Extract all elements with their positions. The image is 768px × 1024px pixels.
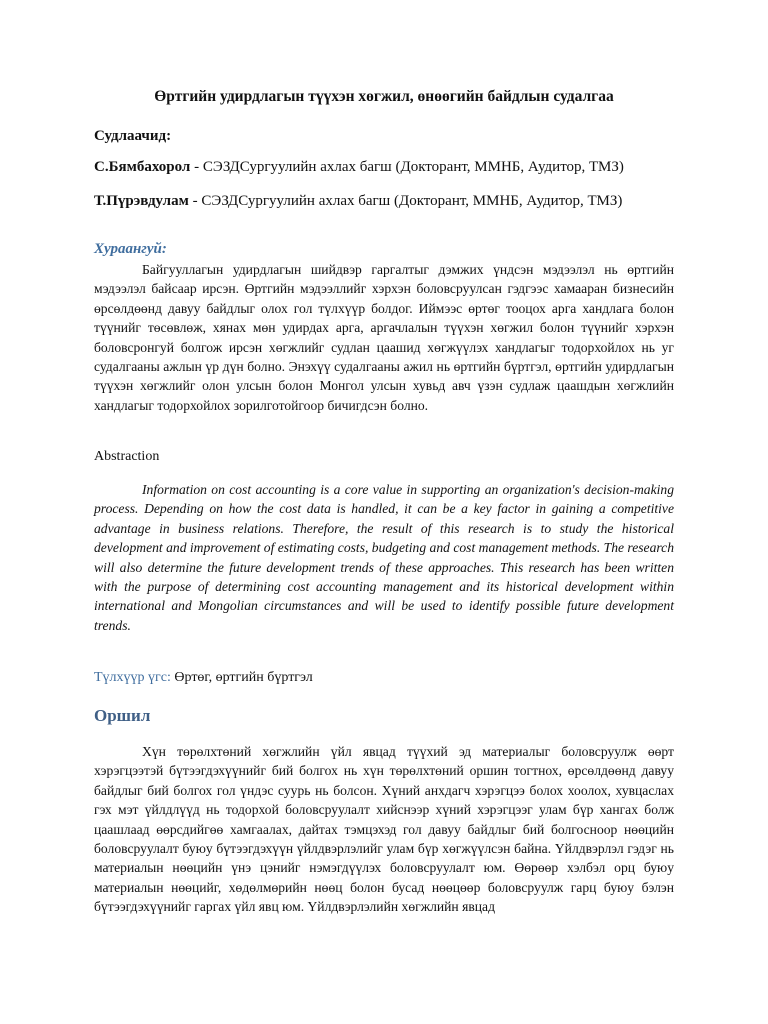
author-name-1: С.Бямбахорол bbox=[94, 159, 191, 175]
keywords-text: Өртөг, өртгийн бүртгэл bbox=[174, 670, 313, 685]
author-desc-1: СЭЗДСургуулийн ахлах багш (Докторант, ММНБ, Аудитор, ТМЗ) bbox=[202, 159, 624, 175]
author-sep-1: - bbox=[190, 159, 203, 175]
author-name-2: Т.Пүрэвдулам bbox=[94, 193, 189, 209]
author-sep-2: - bbox=[188, 193, 202, 209]
intro-text: Хүн төрөлхтөний хөгжлийн үйл явцад түүхий эд материалыг боловсруулж өөрт хэрэгцээтэй бүтээгдэхүүнийг бий болгох нь хүн төрөлхтөний оршин тогтнох, өрсөлдөөнд давуу байдлыг бий болгох гол үндэс суурь нь болсон. Хүний анхдагч хэрэгцээ болох хоолох, хувцаслах гэх мэт үйлдлүүд нь тодорхой боловсруулалт хийснээр хүний хэрэгцээг улам бүр хангах болж цаашлаад өөрсдийгөө хамгаалах, дайтах тэмцэхэд гол давуу байдлыг бий болгосноор нөөцийн боловсруулалт буюу бүтээгдэхүүн үйлдвэрлэлийг улам бүр хөгжүүлсэн байна. Үйлдвэрлэл гэдэг нь материалын нөөцийн үнэ цэнийг нэмэгдүүлэх боловсруулалт юм. Өөрөөр хэлбэл орц буюу материалын нөөцийг, хөдөлмөрийн нөөц болон бусад нөөцөөр боловсруулж гарц буюу бэлэн бүтээгдэхүүнийг гаргах үйл явц юм. Үйлдвэрлэлийн хөгжлийн явцад bbox=[94, 744, 674, 915]
author-desc-2: СЭЗДСургуулийн ахлах багш (Докторант, ММНБ, Аудитор, ТМЗ) bbox=[201, 193, 623, 209]
abstract-en-text: Information on cost accounting is a core value in supporting an organization's decision-making process. Depending on how the cost data is handled, it can be a key factor in gaining a competitive advantage in business relations. Therefore, the result of this research is to study the historical development and improvement of estimating costs, budgeting and cost management methods. The research will also determine the future development trends of these approaches. This research has been written with the purpose of determining cost accounting management and its historical development within international and Mongolian circumstances and will be used to identify possible future development trends. bbox=[94, 482, 674, 633]
abstract-mn-text: Байгууллагын удирдлагын шийдвэр гаргалтыг дэмжих үндсэн мэдээлэл нь өртгийн мэдээлэл байсаар ирсэн. Өртгийн мэдээллийг хэрхэн боловсруулсан гэдгээс хамааран бизнесийн өрсөлдөөнд давуу байдлыг олох гол түлхүүр болдог. Иймээс өртөг тооцох арга хандлага болон түүнийг төсөвлөж, хянах мөн удирдах арга, аргачлалын түүхэн хөгжил болон түүнийг хэрхэн боловсронгуй болгож ирсэн хөгжлийг судлан цаашид хөгжүүлэх хандлагыг тодорхойлох нь уг судалгааны ажлын үр дүн болно. Энэхүү судалгааны ажил нь өртгийн бүртгэл, өртгийн удирдлагын түүхэн хөгжлийг олон улсын болон Монгол улсын хувьд авч үзэн судлаж цаашдын хөгжлийн хандлагыг тодорхойлох зорилготойгоор бичигдсэн болно. bbox=[94, 262, 674, 413]
keywords-label: Түлхүүр үгс: bbox=[94, 670, 171, 685]
researchers-label: Судлаачид: bbox=[94, 128, 172, 144]
author-line-2 bbox=[94, 193, 622, 210]
author-line-1 bbox=[94, 159, 624, 176]
abstract-mn-heading: Хураангуй: bbox=[94, 241, 167, 257]
keywords-line bbox=[94, 670, 313, 686]
abstract-en-heading: Abstraction bbox=[94, 449, 160, 464]
paper-title: Өртгийн удирдлагын түүхэн хөгжил, өнөөгийн байдлын судалгаа bbox=[154, 88, 614, 105]
intro-heading: Оршил bbox=[94, 706, 151, 725]
